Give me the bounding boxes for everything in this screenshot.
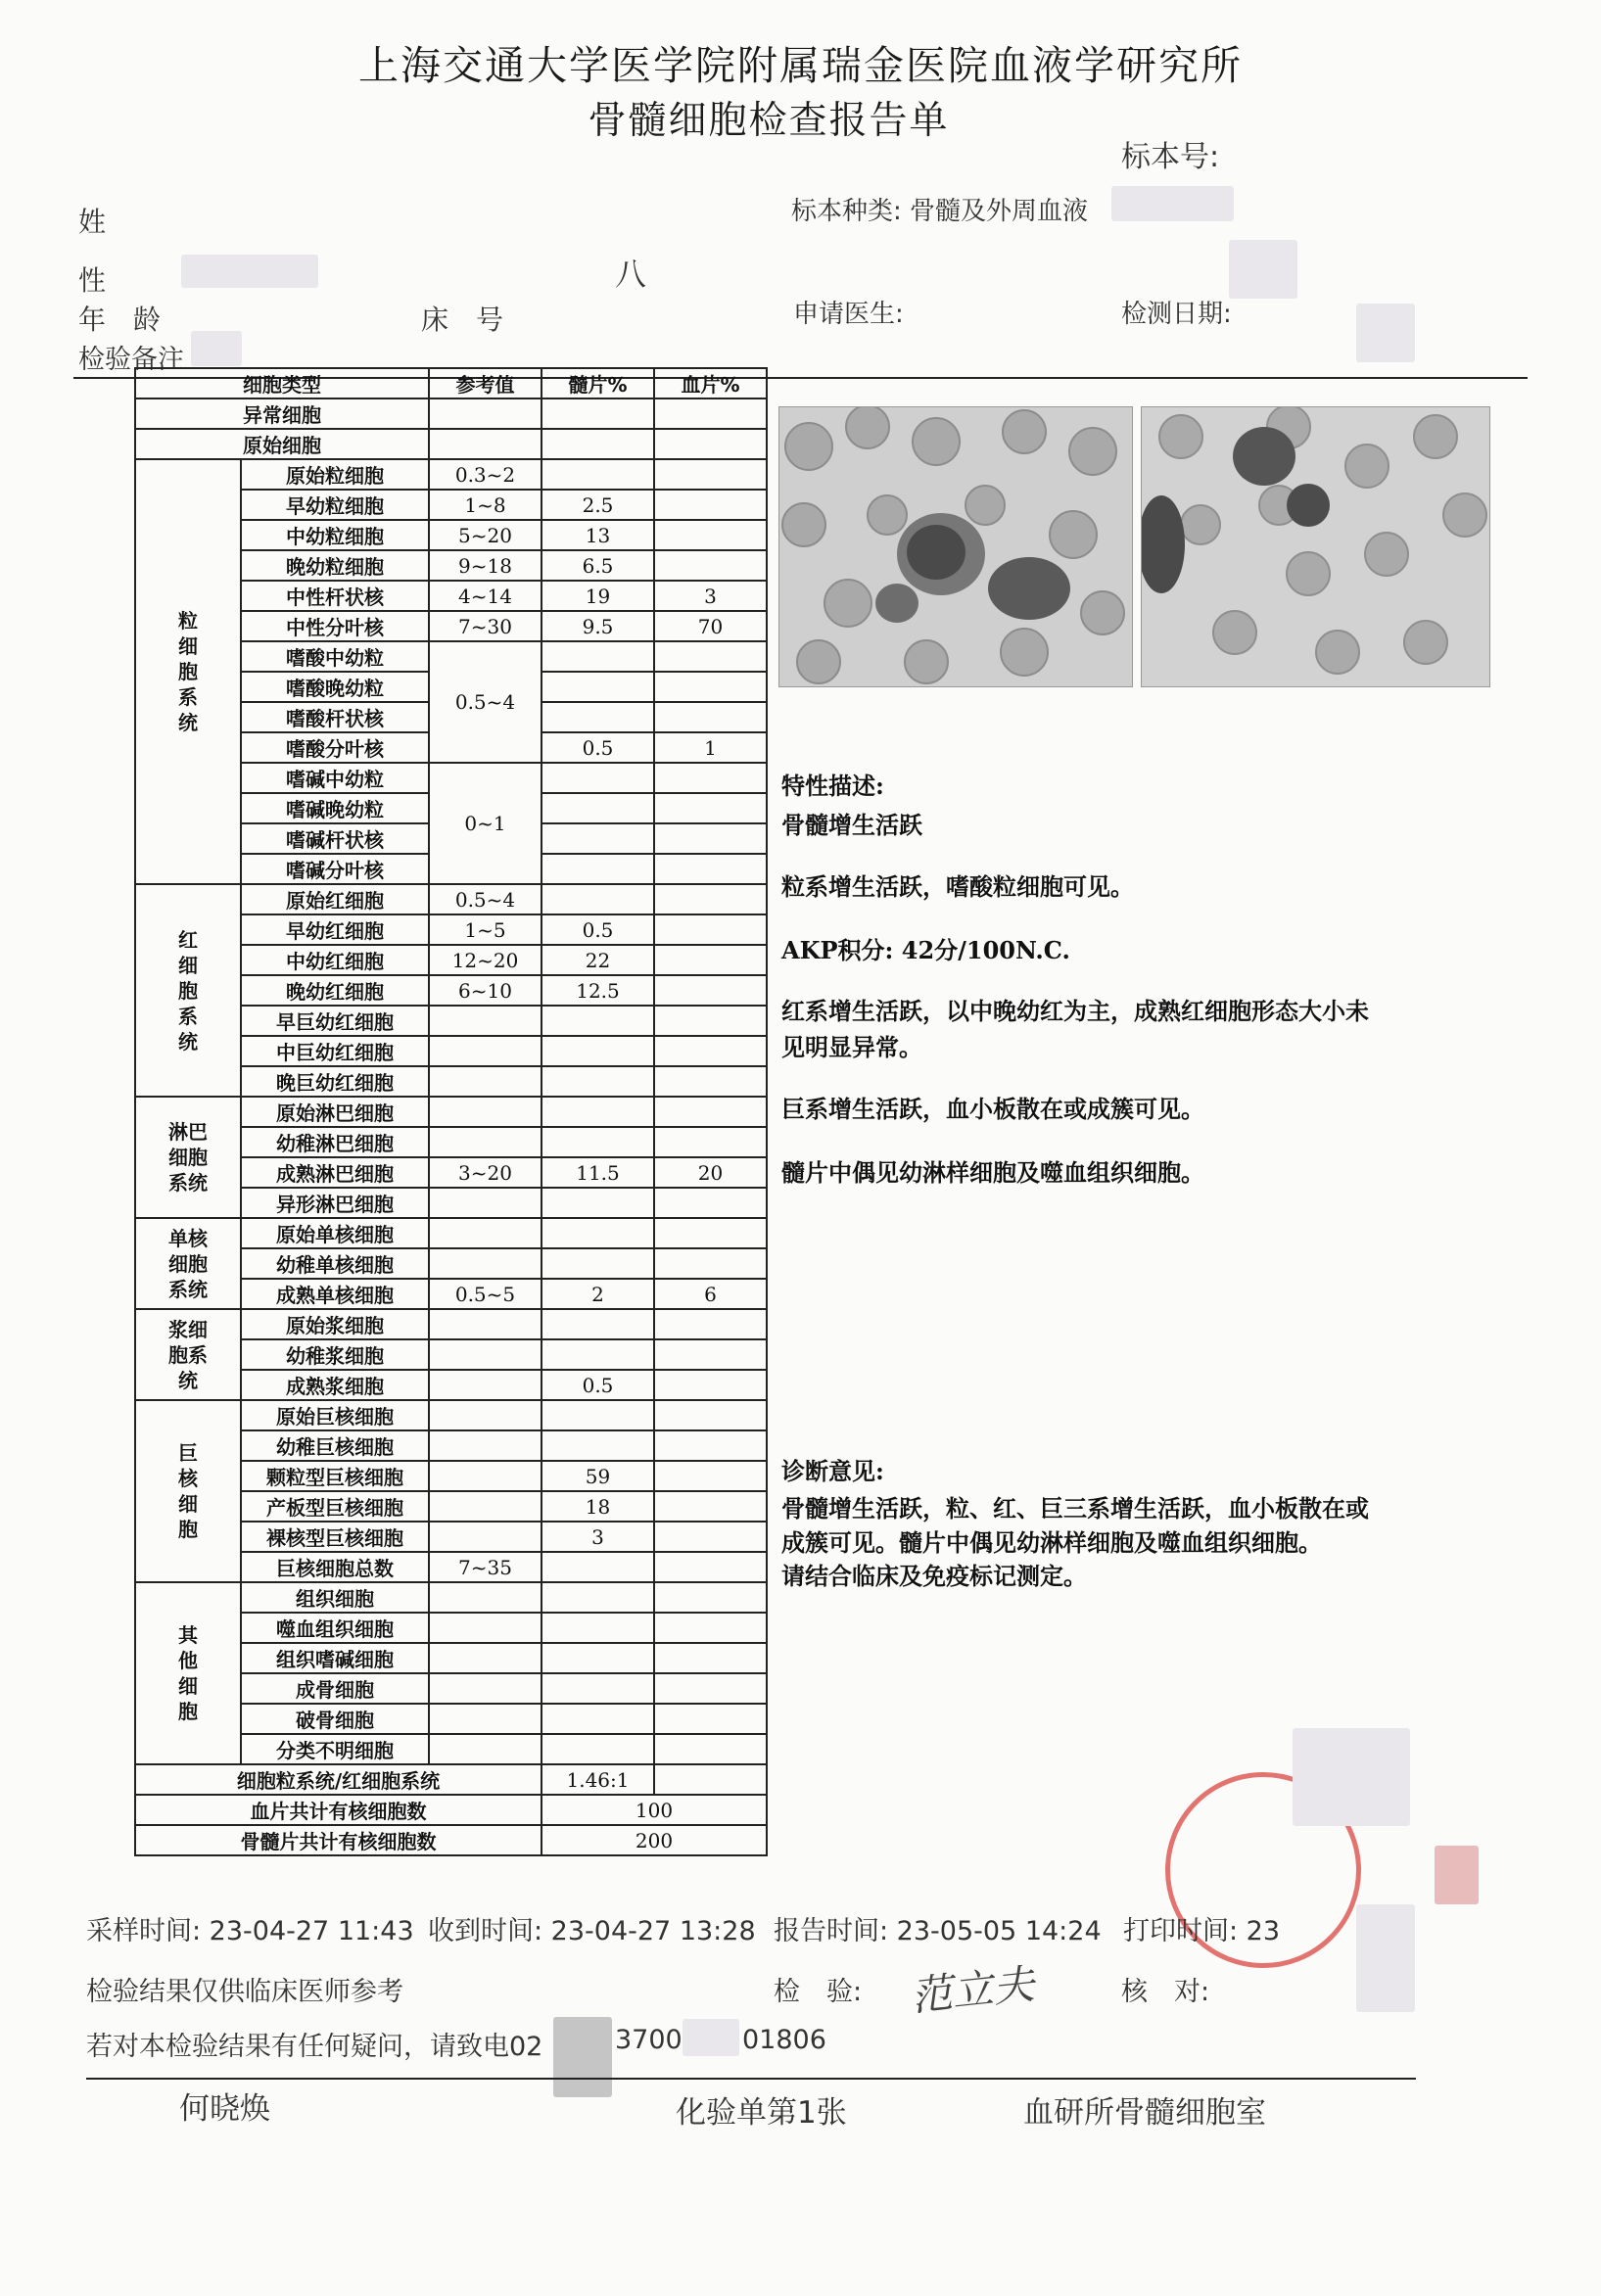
ref-value: 0.5~4 xyxy=(429,641,542,763)
sampling-time: 采样时间: 23-04-27 11:43 xyxy=(86,1916,414,1946)
pb-value xyxy=(654,975,767,1006)
row-name: 异形淋巴细胞 xyxy=(241,1188,429,1218)
ratio-value: 1.46:1 xyxy=(542,1764,654,1795)
ref-value xyxy=(429,1188,542,1218)
specimen-no-label: 标本号: xyxy=(1121,140,1220,174)
ref-value: 6~10 xyxy=(429,975,542,1006)
ratio-label: 细胞粒系统/红细胞系统 xyxy=(135,1764,542,1795)
row-name: 幼稚单核细胞 xyxy=(241,1248,429,1279)
pb-value xyxy=(654,1673,767,1704)
row-name: 噬血组织细胞 xyxy=(241,1613,429,1643)
row-abnormal-cells: 异常细胞 xyxy=(135,398,429,429)
diagnosis-line: 请结合临床及免疫标记测定。 xyxy=(781,1562,1087,1590)
bm-value: 2 xyxy=(542,1279,654,1309)
bm-count-label: 骨髓片共计有核细胞数 xyxy=(135,1825,542,1855)
received-time: 收到时间: 23-04-27 13:28 xyxy=(428,1916,756,1946)
pb-value xyxy=(654,1370,767,1400)
bm-value: 13 xyxy=(542,520,654,550)
ref-value xyxy=(429,1400,542,1430)
pb-value xyxy=(654,1036,767,1066)
row-name: 组织嗜碱细胞 xyxy=(241,1643,429,1673)
row-name: 破骨细胞 xyxy=(241,1704,429,1734)
row-name: 颗粒型巨核细胞 xyxy=(241,1461,429,1491)
description-heading: 特性描述: xyxy=(781,772,884,800)
pb-value xyxy=(654,1188,767,1218)
redacted-block xyxy=(1229,240,1297,299)
bm-value xyxy=(542,1309,654,1339)
bm-value xyxy=(542,1552,654,1582)
row-name: 成熟淋巴细胞 xyxy=(241,1157,429,1188)
description-line: AKP积分: 42分/100N.C. xyxy=(781,936,1070,964)
row-name: 原始粒细胞 xyxy=(241,459,429,490)
bm-value: 19 xyxy=(542,581,654,611)
row-name: 中性分叶核 xyxy=(241,611,429,641)
ref-value xyxy=(429,1491,542,1522)
bm-value: 2.5 xyxy=(542,490,654,520)
row-name: 嗜碱晚幼粒 xyxy=(241,793,429,823)
bm-value xyxy=(542,1339,654,1370)
pb-value xyxy=(654,945,767,975)
ref-value: 0.5~5 xyxy=(429,1279,542,1309)
row-name: 原始红细胞 xyxy=(241,884,429,914)
institution-title: 上海交通大学医学院附属瑞金医院血液学研究所 xyxy=(358,42,1243,89)
ref-value: 0~1 xyxy=(429,763,542,884)
row-name: 巨核细胞总数 xyxy=(241,1552,429,1582)
row-name: 成熟单核细胞 xyxy=(241,1279,429,1309)
pb-value xyxy=(654,1704,767,1734)
sheet-label: 化验单第1张 xyxy=(676,2095,847,2131)
pb-value xyxy=(654,520,767,550)
ref-value xyxy=(429,1066,542,1097)
description-line: 粒系增生活跃，嗜酸粒细胞可见。 xyxy=(781,872,1134,901)
row-name: 早幼粒细胞 xyxy=(241,490,429,520)
ref-value xyxy=(429,1734,542,1764)
diagnosis-line: 骨髓增生活跃，粒、红、巨三系增生活跃，血小板散在或 xyxy=(781,1494,1369,1523)
name-label: 姓 xyxy=(78,206,107,238)
pb-value xyxy=(654,1097,767,1127)
pb-value xyxy=(654,854,767,884)
ref-value xyxy=(429,1036,542,1066)
bm-value xyxy=(542,1400,654,1430)
remark-label: 检验备注 xyxy=(78,345,184,375)
contact-end: 01806 xyxy=(742,2025,826,2055)
pb-value xyxy=(654,793,767,823)
row-name: 嗜碱分叶核 xyxy=(241,854,429,884)
row-name: 分类不明细胞 xyxy=(241,1734,429,1764)
contact-mid: 3700 xyxy=(615,2025,683,2055)
row-name: 幼稚淋巴细胞 xyxy=(241,1127,429,1157)
row-blast-cells: 原始细胞 xyxy=(135,429,429,459)
inspector-signature: 范立夫 xyxy=(909,1959,1037,2021)
col-head-cell-type: 细胞类型 xyxy=(135,368,429,398)
row-name: 中幼粒细胞 xyxy=(241,520,429,550)
bm-value xyxy=(542,1006,654,1036)
check-label: 核 对: xyxy=(1121,1977,1210,2007)
bm-value: 0.5 xyxy=(542,732,654,763)
ref-value: 0.3~2 xyxy=(429,459,542,490)
redacted-block xyxy=(181,255,318,288)
ref-value xyxy=(429,1643,542,1673)
ref-value: 7~35 xyxy=(429,1552,542,1582)
ref-value: 3~20 xyxy=(429,1157,542,1188)
specimen-type: 标本种类: 骨髓及外周血液 xyxy=(791,197,1089,226)
row-name: 嗜酸杆状核 xyxy=(241,702,429,732)
row-name: 中幼红细胞 xyxy=(241,945,429,975)
bm-value xyxy=(542,823,654,854)
ref-value: 9~18 xyxy=(429,550,542,581)
bm-value xyxy=(542,1430,654,1461)
diagnosis-line: 成簇可见。髓片中偶见幼淋样细胞及噬血组织细胞。 xyxy=(781,1528,1322,1557)
printer-name: 何晓焕 xyxy=(179,2091,270,2127)
description-line: 骨髓增生活跃 xyxy=(781,811,922,839)
row-name: 成熟浆细胞 xyxy=(241,1370,429,1400)
bed-label: 床 号 xyxy=(421,304,504,336)
pb-value xyxy=(654,1552,767,1582)
bm-value xyxy=(542,672,654,702)
pb-value xyxy=(654,1218,767,1248)
pb-value xyxy=(654,1491,767,1522)
bm-value xyxy=(542,1127,654,1157)
row-name: 嗜酸分叶核 xyxy=(241,732,429,763)
row-name: 晚幼粒细胞 xyxy=(241,550,429,581)
pb-value xyxy=(654,459,767,490)
row-name: 晚幼红细胞 xyxy=(241,975,429,1006)
inspect-label: 检 验: xyxy=(774,1977,863,2007)
bm-value xyxy=(542,854,654,884)
pb-value xyxy=(654,702,767,732)
ref-value xyxy=(429,1613,542,1643)
col-head-ref: 参考值 xyxy=(429,368,542,398)
pb-value xyxy=(654,1613,767,1643)
bm-value xyxy=(542,1582,654,1613)
diagnosis-heading: 诊断意见: xyxy=(781,1457,884,1485)
pb-value xyxy=(654,1582,767,1613)
redacted-block xyxy=(1111,186,1234,221)
disclaimer: 检验结果仅供临床医师参考 xyxy=(86,1977,403,2007)
pb-value: 20 xyxy=(654,1157,767,1188)
description-line: 巨系增生活跃，血小板散在或成簇可见。 xyxy=(781,1095,1204,1123)
pb-value xyxy=(654,1734,767,1764)
pb-value xyxy=(654,1127,767,1157)
pb-value xyxy=(654,1309,767,1339)
cell-count-table xyxy=(134,367,768,1856)
bm-value: 9.5 xyxy=(542,611,654,641)
row-name: 嗜酸晚幼粒 xyxy=(241,672,429,702)
col-head-bm: 髓片% xyxy=(542,368,654,398)
pb-value xyxy=(654,884,767,914)
ref-value: 4~14 xyxy=(429,581,542,611)
pb-value xyxy=(654,914,767,945)
row-name: 裸核型巨核细胞 xyxy=(241,1522,429,1552)
group-granulocyte: 粒细胞系统 xyxy=(135,459,241,884)
ref-value xyxy=(429,1248,542,1279)
micrograph-left xyxy=(778,406,1133,687)
row-name: 晚巨幼红细胞 xyxy=(241,1066,429,1097)
bm-value xyxy=(542,459,654,490)
ref-value xyxy=(429,1370,542,1400)
report-title: 骨髓细胞检查报告单 xyxy=(588,99,950,143)
ref-value xyxy=(429,1522,542,1552)
ref-value xyxy=(429,1704,542,1734)
micrograph-right xyxy=(1141,406,1490,687)
ref-value xyxy=(429,1218,542,1248)
bm-value xyxy=(542,1188,654,1218)
pb-value xyxy=(654,1006,767,1036)
ref-value: 1~8 xyxy=(429,490,542,520)
pb-value xyxy=(654,672,767,702)
bm-value xyxy=(542,763,654,793)
redacted-block xyxy=(1356,304,1415,362)
ref-value xyxy=(429,1006,542,1036)
row-name: 嗜碱中幼粒 xyxy=(241,763,429,793)
group-monocyte: 单核细胞系统 xyxy=(135,1218,241,1309)
group-lymphocyte: 淋巴细胞系统 xyxy=(135,1097,241,1218)
row-name: 组织细胞 xyxy=(241,1582,429,1613)
ref-value xyxy=(429,1582,542,1613)
pb-value: 3 xyxy=(654,581,767,611)
doctor-label: 申请医生: xyxy=(793,300,904,329)
row-name: 中性杆状核 xyxy=(241,581,429,611)
bm-value: 3 xyxy=(542,1522,654,1552)
bm-value xyxy=(542,793,654,823)
pb-count-label: 血片共计有核细胞数 xyxy=(135,1795,542,1825)
ref-value xyxy=(429,1097,542,1127)
row-name: 幼稚巨核细胞 xyxy=(241,1430,429,1461)
bm-value: 0.5 xyxy=(542,914,654,945)
pb-count-value: 100 xyxy=(542,1795,767,1825)
ref-value: 0.5~4 xyxy=(429,884,542,914)
row-name: 早巨幼红细胞 xyxy=(241,1006,429,1036)
pb-value: 70 xyxy=(654,611,767,641)
date-label: 检测日期: xyxy=(1121,300,1232,329)
pb-value xyxy=(654,1339,767,1370)
row-name: 中巨幼红细胞 xyxy=(241,1036,429,1066)
pb-value xyxy=(654,550,767,581)
report-time: 报告时间: 23-05-05 14:24 xyxy=(774,1916,1102,1946)
row-name: 嗜碱杆状核 xyxy=(241,823,429,854)
description-line: 见明显异常。 xyxy=(781,1033,922,1061)
ref-value: 5~20 xyxy=(429,520,542,550)
bm-count-value: 200 xyxy=(542,1825,767,1855)
micrograph-right-image xyxy=(1142,407,1489,686)
bm-value: 18 xyxy=(542,1491,654,1522)
pb-value xyxy=(654,641,767,672)
description-line: 红系增生活跃，以中晚幼红为主，成熟红细胞形态大小未 xyxy=(781,997,1369,1025)
row-name: 成骨细胞 xyxy=(241,1673,429,1704)
age-label: 年 龄 xyxy=(78,304,162,336)
pb-value xyxy=(654,1066,767,1097)
pb-value xyxy=(654,1400,767,1430)
row-name: 嗜酸中幼粒 xyxy=(241,641,429,672)
pb-value xyxy=(654,1461,767,1491)
bm-value xyxy=(542,1643,654,1673)
bm-value xyxy=(542,1036,654,1066)
ref-value xyxy=(429,1673,542,1704)
contact-prefix: 若对本检验结果有任何疑问，请致电02 xyxy=(86,2032,543,2062)
row-name: 产板型巨核细胞 xyxy=(241,1491,429,1522)
pb-value: 1 xyxy=(654,732,767,763)
group-megakaryocyte: 巨核细胞 xyxy=(135,1400,241,1582)
ref-value xyxy=(429,1339,542,1370)
bm-value xyxy=(542,702,654,732)
row-name: 原始淋巴细胞 xyxy=(241,1097,429,1127)
ref-value xyxy=(429,1430,542,1461)
description-line: 髓片中偶见幼淋样细胞及噬血组织细胞。 xyxy=(781,1158,1204,1187)
bm-value xyxy=(542,1673,654,1704)
ref-value xyxy=(429,1461,542,1491)
bm-value: 6.5 xyxy=(542,550,654,581)
group-plasma: 浆细胞系统 xyxy=(135,1309,241,1400)
col-head-pb: 血片% xyxy=(654,368,767,398)
row-name: 早幼红细胞 xyxy=(241,914,429,945)
group-other: 其他细胞 xyxy=(135,1582,241,1764)
group-erythroid: 红细胞系统 xyxy=(135,884,241,1097)
pb-value xyxy=(654,823,767,854)
bm-value xyxy=(542,1248,654,1279)
bm-value xyxy=(542,1704,654,1734)
redacted-block xyxy=(553,2017,612,2097)
redacted-block xyxy=(1356,1904,1415,2012)
row-name: 原始单核细胞 xyxy=(241,1218,429,1248)
redacted-block xyxy=(191,331,242,366)
bm-value xyxy=(542,1066,654,1097)
ref-value: 7~30 xyxy=(429,611,542,641)
ward-char: 八 xyxy=(615,256,647,293)
pb-value xyxy=(654,490,767,520)
bm-value xyxy=(542,884,654,914)
ref-value xyxy=(429,1127,542,1157)
bm-value: 59 xyxy=(542,1461,654,1491)
row-name: 幼稚浆细胞 xyxy=(241,1339,429,1370)
redacted-block xyxy=(1435,1846,1479,1904)
bm-value: 12.5 xyxy=(542,975,654,1006)
sex-label: 性 xyxy=(78,264,107,297)
bm-value xyxy=(542,641,654,672)
redacted-block xyxy=(1293,1728,1410,1826)
bm-value xyxy=(542,1097,654,1127)
pb-value: 6 xyxy=(654,1279,767,1309)
bm-value: 22 xyxy=(542,945,654,975)
bm-value: 11.5 xyxy=(542,1157,654,1188)
pb-value xyxy=(654,763,767,793)
pb-value xyxy=(654,1643,767,1673)
micrograph-left-image xyxy=(779,407,1132,686)
pb-value xyxy=(654,1522,767,1552)
bm-value: 0.5 xyxy=(542,1370,654,1400)
bm-value xyxy=(542,1734,654,1764)
bm-value xyxy=(542,1613,654,1643)
redacted-block xyxy=(683,2019,739,2056)
row-name: 原始浆细胞 xyxy=(241,1309,429,1339)
footer-divider xyxy=(86,2078,1416,2080)
pb-value xyxy=(654,1248,767,1279)
ref-value: 12~20 xyxy=(429,945,542,975)
pb-value xyxy=(654,1430,767,1461)
ref-value: 1~5 xyxy=(429,914,542,945)
ref-value xyxy=(429,1309,542,1339)
row-name: 原始巨核细胞 xyxy=(241,1400,429,1430)
print-time: 打印时间: 23 xyxy=(1123,1916,1281,1946)
bm-value xyxy=(542,1218,654,1248)
lab-name: 血研所骨髓细胞室 xyxy=(1023,2095,1266,2131)
